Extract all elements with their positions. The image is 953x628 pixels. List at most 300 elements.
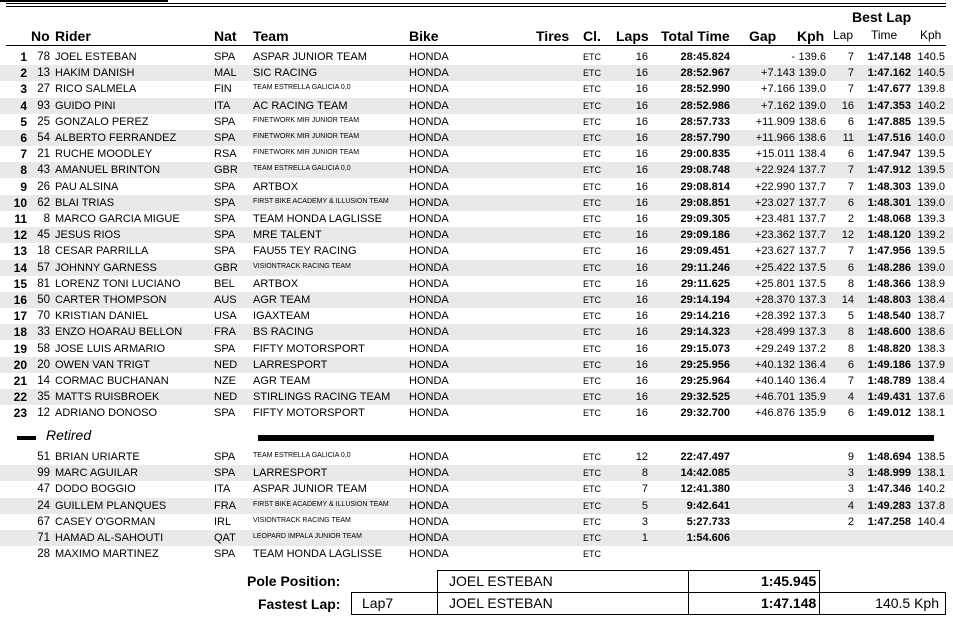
cell-bike: HONDA	[409, 451, 449, 463]
table-row	[0, 65, 953, 81]
cell-team: SIC RACING	[253, 67, 318, 80]
cell-time: 29:11.625	[681, 277, 730, 290]
table-row	[0, 498, 953, 514]
cell-no: 8	[43, 213, 50, 225]
cell-bike: HONDA	[409, 148, 449, 161]
cell-laps: 16	[635, 180, 648, 193]
cell-pos: 19	[13, 341, 27, 356]
cell-laps: 16	[635, 342, 648, 355]
cell-bkph: 140.4	[917, 515, 945, 528]
cell-nat: AUS	[214, 294, 237, 306]
cell-cl: ETC	[583, 197, 601, 208]
cell-blap: 7	[847, 83, 854, 96]
cell-bkph: 138.6	[917, 326, 945, 339]
cell-team: ARTBOX	[253, 180, 299, 193]
cell-gap: +7.162	[761, 99, 795, 112]
cell-time: 28:52.967	[680, 67, 730, 80]
cell-btime: 1:48.789	[867, 375, 911, 387]
top-bar	[0, 0, 168, 2]
cell-time: 29:25.956	[680, 358, 730, 371]
cell-cl: ETC	[583, 116, 601, 127]
cell-cl: ETC	[583, 214, 601, 224]
cell-kph: 137.7	[798, 180, 826, 193]
table-row	[0, 292, 953, 308]
cell-cl: ETC	[583, 516, 601, 527]
header-best-lap: Best Lap	[852, 9, 912, 25]
cell-blap: 7	[847, 375, 854, 387]
cell-no: 50	[37, 294, 50, 306]
cell-pos: 16	[13, 293, 27, 307]
cell-bkph: 137.9	[917, 358, 945, 371]
cell-rider: JOSE LUIS ARMARIO	[55, 342, 166, 355]
cell-blap: 6	[847, 407, 854, 420]
cell-cl: ETC	[583, 133, 601, 143]
cell-nat: FRA	[214, 499, 236, 512]
cell-laps: 16	[635, 326, 648, 339]
cell-laps: 16	[635, 375, 648, 387]
cell-bkph: 138.9	[917, 277, 945, 290]
table-row	[0, 465, 953, 481]
cell-rider: MAXIMO MARTINEZ	[55, 548, 159, 561]
cell-no: 54	[37, 132, 50, 144]
table-row	[0, 276, 953, 292]
cell-blap: 6	[847, 261, 854, 274]
cell-rider: HAMAD AL-SAHOUTI	[55, 532, 164, 544]
cell-gap: +46.701	[754, 391, 795, 404]
cell-cl: ETC	[583, 311, 601, 322]
cell-gap: +40.140	[754, 375, 795, 387]
cell-bike: HONDA	[409, 115, 449, 128]
cell-nat: SPA	[214, 245, 236, 258]
cell-laps: 16	[635, 245, 648, 258]
retired-label: Retired	[46, 427, 92, 443]
cell-btime: 1:48.366	[867, 277, 911, 290]
cell-no: 28	[37, 548, 50, 561]
table-row	[0, 405, 953, 421]
cell-kph: 139.0	[798, 99, 826, 112]
cell-nat: NED	[214, 358, 238, 371]
cell-cl: ETC	[583, 452, 601, 462]
cell-pos: 13	[13, 244, 27, 259]
cell-nat: SPA	[214, 342, 236, 355]
cell-bike: HONDA	[409, 245, 449, 258]
cell-laps: 16	[635, 310, 648, 323]
cell-gap: +15.011	[755, 148, 795, 161]
cell-kph: 135.9	[798, 391, 826, 404]
cell-bike: HONDA	[409, 132, 449, 144]
cell-blap: 6	[847, 196, 854, 209]
cell-bkph: 139.0	[917, 261, 945, 274]
fastest-kph: 140.5 Kph	[875, 595, 939, 611]
cell-btime: 1:48.301	[867, 196, 911, 209]
cell-no: 71	[37, 532, 50, 544]
cell-pos: 21	[13, 374, 27, 388]
cell-time: 28:52.990	[680, 83, 730, 96]
cell-kph: 139.0	[798, 83, 826, 96]
cell-bike: HONDA	[409, 213, 449, 225]
cell-time: 29:11.246	[681, 261, 730, 274]
cell-bkph: 140.2	[917, 483, 945, 496]
cell-nat: SPA	[214, 132, 236, 144]
cell-nat: SPA	[214, 407, 236, 420]
cell-blap: 6	[847, 358, 854, 371]
cell-blap: 2	[847, 515, 854, 528]
pole-position-label: Pole Position:	[247, 573, 341, 589]
cell-time: 28:45.824	[680, 51, 730, 63]
cell-rider: GUIDO PINI	[55, 99, 116, 112]
cell-bkph: 139.5	[917, 148, 945, 161]
cell-blap: 8	[847, 326, 854, 339]
table-row	[0, 373, 953, 389]
cell-bkph: 140.5	[917, 67, 945, 80]
header-nat: Nat	[214, 28, 237, 44]
cell-bike: HONDA	[409, 83, 449, 96]
retired-dash	[17, 436, 36, 440]
table-row	[0, 546, 953, 562]
cell-time: 12:41.380	[680, 483, 730, 496]
cell-laps: 16	[635, 148, 648, 161]
cell-pos: 22	[13, 390, 27, 405]
cell-nat: GBR	[214, 164, 238, 177]
cell-pos: 11	[14, 212, 27, 226]
cell-pos: 3	[20, 82, 27, 97]
cell-no: 21	[37, 148, 50, 161]
fastest-lap-number: Lap7	[362, 595, 394, 611]
cell-team: IGAXTEAM	[253, 310, 310, 323]
cell-rider: MARCO GARCIA MIGUE	[55, 213, 180, 225]
fastest-kph-box	[819, 592, 946, 615]
cell-pos: 15	[13, 276, 27, 291]
cell-kph: 137.3	[798, 326, 826, 339]
table-row	[0, 357, 953, 373]
cell-laps: 16	[635, 277, 648, 290]
cell-rider: DODO BOGGIO	[55, 483, 136, 496]
cell-cl: ETC	[583, 230, 601, 241]
cell-kph: 139.6	[798, 51, 826, 63]
top-rule	[6, 3, 946, 4]
cell-time: 22:47.497	[680, 451, 730, 463]
cell-kph: 139.0	[798, 67, 826, 80]
cell-bike: HONDA	[409, 229, 449, 242]
cell-no: 27	[37, 83, 50, 96]
cell-laps: 5	[641, 499, 648, 512]
cell-cl: ETC	[583, 533, 601, 543]
cell-gap: +23.627	[754, 245, 795, 258]
cell-team: ASPAR JUNIOR TEAM	[253, 51, 367, 63]
cell-no: 12	[37, 407, 50, 420]
cell-team: FINETWORK MIR JUNIOR TEAM	[253, 116, 360, 124]
cell-btime: 1:48.120	[867, 229, 911, 242]
cell-bike: HONDA	[409, 294, 449, 306]
cell-pos: 6	[20, 131, 27, 145]
cell-cl: ETC	[583, 262, 601, 273]
cell-gap: +11.909	[755, 115, 795, 128]
cell-laps: 16	[635, 164, 648, 177]
cell-pos: 14	[13, 260, 27, 275]
table-row	[0, 130, 953, 146]
fastest-time-box	[688, 592, 820, 615]
retired-divider	[258, 435, 934, 441]
cell-laps: 16	[635, 407, 648, 420]
cell-cl: ETC	[583, 359, 601, 370]
cell-laps: 1	[641, 532, 648, 544]
cell-cl: ETC	[583, 500, 601, 511]
cell-team: FINETWORK MIR JUNIOR TEAM	[253, 133, 360, 140]
cell-blap: 7	[847, 180, 854, 193]
table-row	[0, 98, 953, 114]
cell-bike: HONDA	[409, 277, 449, 290]
cell-time: 29:32.700	[680, 407, 730, 420]
pole-rider-box	[437, 570, 689, 593]
cell-bkph: 139.0	[917, 180, 945, 193]
cell-nat: GBR	[214, 261, 238, 274]
cell-bike: HONDA	[409, 51, 449, 63]
cell-btime: 1:48.600	[867, 326, 911, 339]
cell-bkph: 140.0	[917, 132, 945, 144]
cell-blap: 8	[847, 342, 854, 355]
cell-team: AC RACING TEAM	[253, 99, 348, 112]
cell-gap: +29.249	[754, 342, 795, 355]
cell-btime: 1:48.303	[867, 180, 911, 193]
cell-laps: 12	[635, 451, 648, 463]
cell-pos: 1	[20, 50, 27, 64]
cell-gap: +46.876	[754, 407, 795, 420]
cell-gap: +7.143	[761, 67, 795, 80]
header-best-lap-lap: Lap	[833, 28, 854, 42]
cell-bkph: 138.5	[917, 451, 945, 463]
cell-btime: 1:49.431	[867, 391, 911, 404]
cell-rider: ALBERTO FERRANDEZ	[55, 132, 177, 144]
cell-no: 67	[37, 515, 50, 528]
cell-kph: 137.2	[798, 342, 826, 355]
cell-btime: 1:49.186	[867, 358, 911, 371]
cell-no: 20	[37, 358, 50, 371]
cell-bkph: 139.5	[917, 245, 945, 258]
cell-time: 28:57.790	[680, 132, 730, 144]
cell-no: 62	[37, 196, 50, 209]
cell-cl: ETC	[583, 181, 601, 192]
header-laps: Laps	[616, 28, 649, 44]
cell-team: STIRLINGS RACING TEAM	[253, 391, 391, 404]
cell-bike: HONDA	[409, 99, 449, 112]
cell-time: 29:08.814	[680, 180, 730, 193]
cell-bike: HONDA	[409, 180, 449, 193]
table-row	[0, 179, 953, 195]
cell-bkph: 139.0	[917, 196, 945, 209]
cell-bkph: 138.4	[917, 294, 945, 306]
cell-blap: 3	[847, 467, 854, 480]
cell-kph: 137.7	[798, 213, 826, 225]
cell-kph: 138.6	[798, 132, 826, 144]
cell-bike: HONDA	[409, 310, 449, 323]
table-row	[0, 530, 953, 546]
cell-cl: ETC	[583, 52, 601, 62]
table-row	[0, 449, 953, 465]
header-kph: Kph	[797, 28, 825, 44]
cell-pos: 18	[13, 325, 27, 340]
cell-gap: -	[791, 51, 795, 63]
cell-nat: RSA	[214, 148, 237, 161]
cell-kph: 136.4	[798, 358, 826, 371]
cell-gap: +40.132	[754, 358, 795, 371]
cell-rider: JESUS RIOS	[55, 229, 121, 242]
cell-nat: USA	[214, 310, 237, 323]
cell-pos: 9	[20, 179, 27, 194]
cell-btime: 1:47.346	[867, 483, 911, 496]
cell-team: FIRST BIKE ACADEMY & ILLUSION TEAM	[253, 197, 389, 205]
cell-no: 70	[37, 310, 50, 323]
cell-time: 29:00.835	[680, 148, 730, 161]
cell-gap: +23.481	[754, 213, 795, 225]
cell-nat: SPA	[214, 548, 236, 561]
cell-no: 25	[37, 115, 50, 128]
cell-bkph: 138.1	[917, 407, 945, 420]
cell-kph: 136.4	[798, 375, 826, 387]
cell-gap: +28.499	[754, 326, 795, 339]
cell-nat: SPA	[214, 115, 236, 128]
cell-kph: 137.3	[798, 310, 826, 323]
table-row	[0, 146, 953, 162]
cell-rider: BRIAN URIARTE	[55, 451, 140, 463]
cell-no: 18	[37, 245, 50, 258]
cell-cl: ETC	[583, 327, 601, 338]
cell-pos: 12	[13, 228, 27, 243]
cell-team: ARTBOX	[253, 277, 299, 290]
cell-team: LEOPARD IMPALA JUNIOR TEAM	[253, 533, 362, 540]
cell-blap: 6	[847, 115, 854, 128]
cell-rider: CASEY O'GORMAN	[55, 515, 156, 528]
table-row	[0, 260, 953, 276]
fastest-rider: JOEL ESTEBAN	[449, 595, 553, 611]
pole-rider: JOEL ESTEBAN	[449, 573, 553, 589]
cell-team: FAU55 TEY RACING	[253, 245, 357, 258]
cell-bkph: 140.5	[917, 51, 945, 63]
cell-btime: 1:47.947	[867, 148, 911, 161]
cell-bike: HONDA	[409, 548, 449, 561]
cell-time: 29:09.305	[680, 213, 730, 225]
cell-kph: 137.7	[798, 245, 826, 258]
cell-blap: 7	[847, 164, 854, 177]
cell-kph: 137.3	[798, 294, 826, 306]
cell-team: VISIONTRACK RACING TEAM	[253, 516, 351, 524]
cell-cl: ETC	[583, 100, 601, 111]
cell-laps: 16	[635, 83, 648, 96]
cell-time: 9:42.641	[686, 499, 730, 512]
header-gap: Gap	[749, 28, 777, 44]
cell-cl: ETC	[583, 468, 601, 479]
cell-team: LARRESPORT	[253, 467, 328, 480]
cell-team: LARRESPORT	[253, 358, 328, 371]
cell-btime: 1:49.283	[867, 499, 911, 512]
cell-team: ASPAR JUNIOR TEAM	[253, 483, 367, 496]
cell-rider: PAU ALSINA	[55, 180, 119, 193]
cell-rider: OWEN VAN TRIGT	[55, 358, 150, 371]
cell-nat: SPA	[214, 451, 236, 463]
cell-bkph: 139.5	[917, 164, 945, 177]
table-row	[0, 195, 953, 211]
cell-btime: 1:47.162	[867, 67, 911, 80]
cell-nat: SPA	[214, 180, 236, 193]
cell-gap: +23.362	[754, 229, 795, 242]
table-row	[0, 243, 953, 259]
cell-bkph: 139.3	[917, 213, 945, 225]
header-no: No	[31, 28, 50, 44]
cell-cl: ETC	[583, 68, 601, 79]
cell-laps: 3	[641, 515, 648, 528]
cell-time: 28:52.986	[680, 99, 730, 112]
table-row	[0, 514, 953, 530]
cell-cl: ETC	[583, 165, 601, 176]
cell-cl: ETC	[583, 484, 601, 495]
cell-no: 35	[37, 391, 50, 404]
cell-bkph: 139.5	[917, 115, 945, 128]
cell-time: 14:42.085	[680, 467, 730, 480]
table-row	[0, 49, 953, 65]
cell-no: 45	[37, 229, 50, 242]
cell-time: 29:25.964	[680, 375, 730, 387]
table-row	[0, 81, 953, 97]
cell-cl: ETC	[583, 278, 601, 289]
cell-blap: 7	[847, 245, 854, 258]
cell-team: FIRST BIKE ACADEMY & ILLUSION TEAM	[253, 500, 389, 508]
top-rule	[6, 6, 946, 7]
cell-btime: 1:47.516	[867, 132, 911, 144]
cell-laps: 16	[635, 132, 648, 144]
cell-bike: HONDA	[409, 467, 449, 480]
cell-rider: KRISTIAN DANIEL	[55, 310, 149, 323]
cell-no: 24	[37, 499, 50, 512]
cell-time: 29:14.194	[680, 294, 730, 306]
cell-blap: 9	[847, 451, 854, 463]
table-row	[0, 324, 953, 340]
table-row	[0, 211, 953, 227]
header-class: Cl.	[583, 28, 601, 44]
cell-rider: BLAI TRIAS	[55, 196, 115, 209]
cell-team: TEAM ESTRELLA GALICIA 0,0	[253, 165, 351, 173]
header-rule	[6, 45, 946, 46]
cell-cl: ETC	[583, 408, 601, 419]
header-bike: Bike	[409, 28, 439, 44]
cell-no: 93	[37, 99, 50, 112]
pole-time: 1:45.945	[761, 573, 817, 589]
cell-time: 29:09.451	[680, 245, 730, 258]
cell-cl: ETC	[583, 343, 601, 354]
cell-team: MRE TALENT	[253, 229, 322, 242]
cell-laps: 16	[635, 67, 648, 80]
cell-blap: 8	[847, 277, 854, 290]
cell-nat: ITA	[214, 483, 231, 496]
table-row	[0, 481, 953, 497]
table-row	[0, 114, 953, 130]
cell-time: 29:32.525	[680, 391, 730, 404]
cell-nat: MAL	[214, 67, 237, 80]
cell-no: 33	[37, 326, 50, 339]
cell-team: FIFTY MOTORSPORT	[253, 407, 365, 420]
cell-btime: 1:48.068	[867, 213, 911, 225]
cell-team: TEAM ESTRELLA GALICIA 0,0	[253, 84, 351, 92]
cell-time: 29:15.073	[680, 342, 730, 355]
table-row	[0, 162, 953, 178]
cell-blap: 6	[847, 148, 854, 161]
cell-time: 1:54.606	[686, 532, 730, 544]
cell-time: 29:14.216	[680, 310, 730, 323]
cell-cl: ETC	[583, 376, 601, 386]
cell-rider: ADRIANO DONOSO	[55, 407, 158, 420]
cell-bike: HONDA	[409, 67, 449, 80]
fastest-lap-number-box	[351, 592, 438, 615]
cell-rider: GUILLEM PLANQUES	[55, 499, 167, 512]
cell-blap: 16	[841, 99, 854, 112]
